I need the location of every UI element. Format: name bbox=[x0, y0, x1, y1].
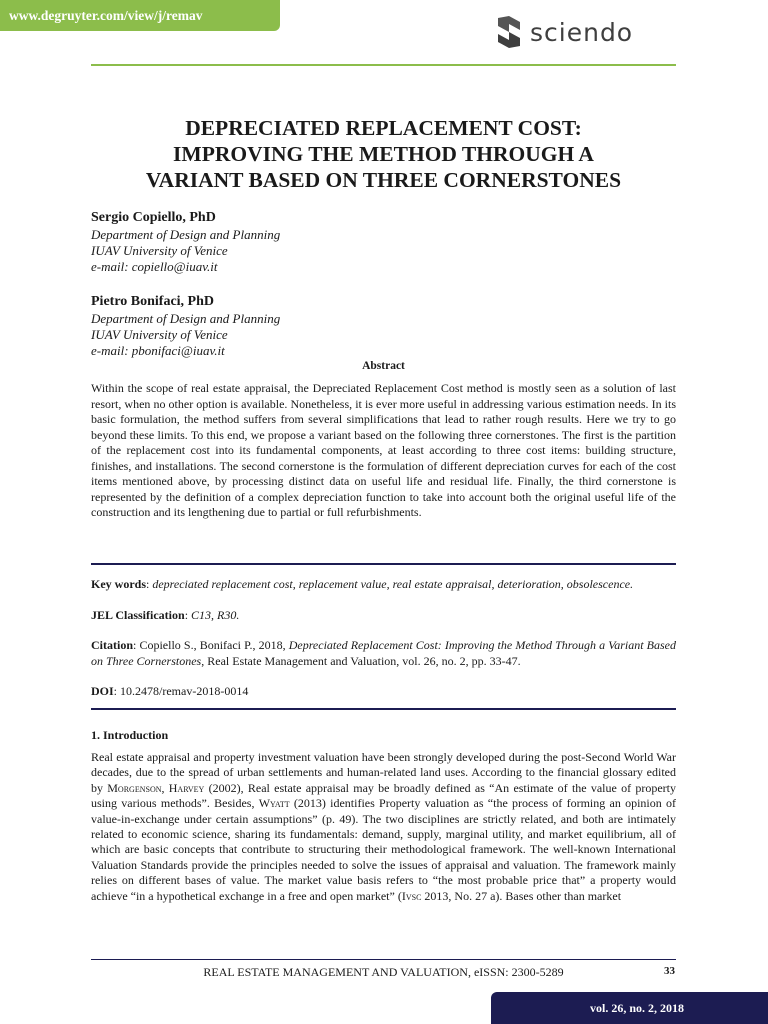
doi-label: DOI bbox=[91, 684, 114, 698]
author-university: IUAV University of Venice bbox=[91, 243, 228, 258]
title-line: DEPRECIATED REPLACEMENT COST: bbox=[185, 116, 582, 140]
sciendo-logo bbox=[496, 14, 666, 50]
citation-suffix: , Real Estate Management and Valuation, vol. 26, no. 2, pp. 33-47. bbox=[201, 653, 521, 668]
abstract-rule bbox=[91, 563, 676, 565]
intro-paragraph bbox=[91, 750, 676, 904]
author-email[interactable]: e-mail: copiello@iuav.it bbox=[91, 259, 218, 274]
doi-value[interactable]: 10.2478/remav-2018-0014 bbox=[120, 684, 249, 698]
citation-label: Citation bbox=[91, 638, 133, 652]
author-department: Department of Design and Planning bbox=[91, 311, 281, 326]
keywords-value: depreciated replacement cost, replacement value, real estate appraisal, deterioration, obsolescence. bbox=[152, 577, 634, 591]
title-line: IMPROVING THE METHOD THROUGH A bbox=[173, 142, 594, 166]
volume-box bbox=[491, 992, 768, 1024]
journal-url[interactable]: www.degruyter.com/view/j/remav bbox=[9, 8, 203, 23]
journal-url-tab[interactable] bbox=[0, 0, 280, 31]
doi: DOI: 10.2478/remav-2018-0014 bbox=[91, 684, 249, 698]
journal-footer: REAL ESTATE MANAGEMENT AND VALUATION, eISSN: 2300-5289 bbox=[203, 965, 564, 979]
paper-title bbox=[91, 115, 676, 193]
intro-text: Real estate appraisal and property investment valuation have been strongly developed during the post-Second World War decades, due to the spread of urban settlements and human-related land uses. According to the financial glossary edited by bbox=[91, 750, 676, 795]
jel-label: JEL Classification bbox=[91, 608, 185, 622]
citation: Citation: Copiello S., Bonifaci P., 2018, Depreciated Replacement Cost: Improving the Method Through a Variant Based on Three Cornerstones, Real Estate Management and Valuation, vol. 26, no. 2, pp. 33-47. bbox=[91, 638, 677, 668]
author-name: Pietro Bonifaci, PhD bbox=[91, 294, 215, 309]
cited-author: Morgenson, Harvey bbox=[107, 780, 205, 795]
author-block-2 bbox=[91, 294, 280, 359]
intro-text: 2013, No. 27 a). Bases other than market bbox=[424, 888, 622, 903]
citation-prefix: Copiello S., Bonifaci P., 2018, bbox=[139, 638, 286, 652]
author-university: IUAV University of Venice bbox=[91, 327, 228, 342]
page-number: 33 bbox=[664, 965, 675, 977]
title-line: VARIANT BASED ON THREE CORNERSTONES bbox=[145, 168, 622, 192]
author-name: Sergio Copiello, PhD bbox=[91, 210, 216, 225]
abstract-text: Within the scope of real estate appraisal, the Depreciated Replacement Cost method is mostly seen as a solution of last resort, when no other option is available. Nonetheless, it is ever more useful in addressing various estimation needs. In its basic formulation, the method suffers from several simplifications that lead to rather rough results. Here we try to go beyond these limits. To this end, we propose a variant based on the following three cornerstones. The first is the partition of the replacement cost into its fundamental components, at least according to three cost items: building structure, finishes, and installations. The second cornerstone is the formulation of different depreciation curves for each of the cost items mentioned above, by processing distinct data on useful life and residual life. Finally, the third cornerstone is represented by the definition of a complex depreciation function to take into account both the original useful life of the construction and its lengthening due to partial or full refurbishments. bbox=[91, 381, 676, 519]
author-department: Department of Design and Planning bbox=[91, 227, 281, 242]
volume-label: vol. 26, no. 2, 2018 bbox=[589, 1001, 684, 1015]
cited-author: Wyatt bbox=[258, 796, 290, 811]
jel-classification: JEL Classification: C13, R30. bbox=[91, 608, 240, 622]
author-email[interactable]: e-mail: pbonifaci@iuav.it bbox=[91, 343, 225, 358]
section-heading: 1. Introduction bbox=[91, 728, 169, 742]
intro-text: (2002), Real estate appraisal may be broadly defined as “An estimate of the value of property using various methods”. Besides, bbox=[91, 780, 677, 811]
author-block-1 bbox=[91, 210, 280, 275]
keywords: Key words: depreciated replacement cost, replacement value, real estate appraisal, deterioration, obsolescence. bbox=[91, 577, 634, 591]
cited-author: Ivsc bbox=[401, 888, 422, 903]
meta-rule bbox=[91, 708, 676, 710]
citation-title: Depreciated Replacement Cost: Improving the Method Through a Variant Based on Three Cornerstones bbox=[91, 638, 677, 668]
publisher-name: sciendo bbox=[530, 17, 634, 47]
footer-rule bbox=[91, 959, 676, 960]
jel-value: C13, R30. bbox=[191, 608, 240, 622]
sciendo-s-icon bbox=[496, 15, 522, 49]
header-rule bbox=[91, 64, 676, 66]
abstract-heading: Abstract bbox=[362, 360, 405, 372]
keywords-label: Key words bbox=[91, 577, 146, 591]
intro-text: (2013) identifies Property valuation as “the process of forming an opinion of value-in-exchange under certain assumptions” (p. 49). The two disciplines are strictly related, and both are intimately related to economic science, sharing its fundamentals: demand, supply, marginal utility, and market equilibrium, all of which are basic concepts that contribute to structuring their methodological framework. The well-known International Valuation Standards provide the principles needed to solve the issues of appraisal and valuation. The framework mainly relies on different bases of value. The market value basis refers to “the most probable price that” a property would achieve “in a hypothetical exchange in a free and open market” ( bbox=[91, 796, 677, 903]
